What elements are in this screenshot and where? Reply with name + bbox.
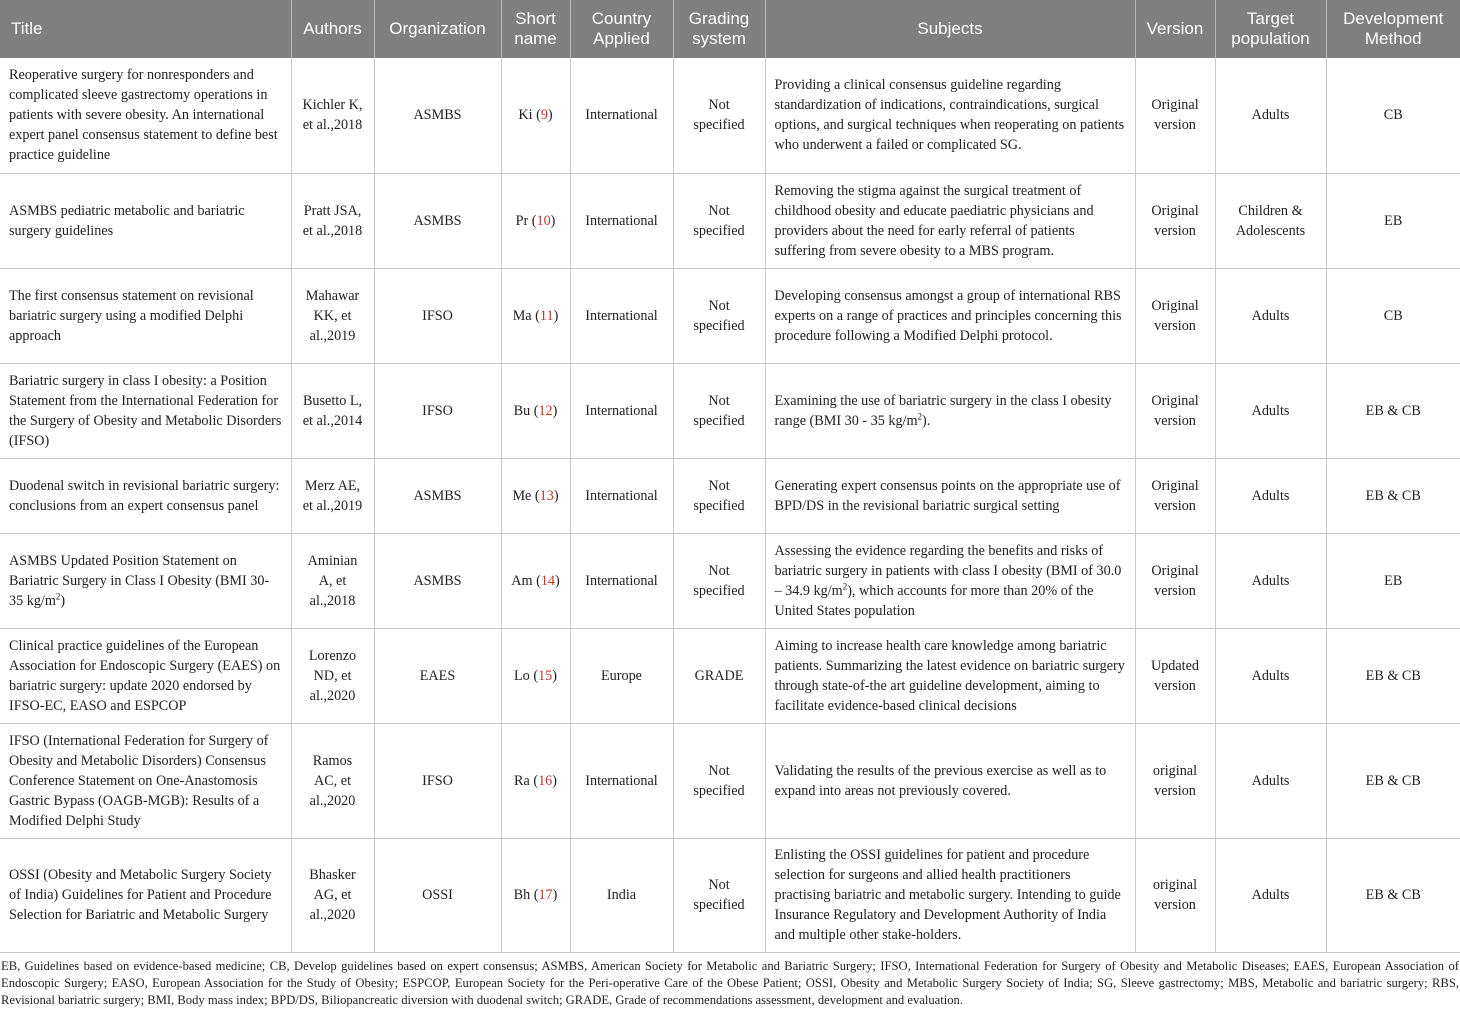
cell-short-name: Lo (15) [501, 628, 570, 723]
cell-short-name: Bh (17) [501, 838, 570, 952]
cell-version: original version [1135, 838, 1215, 952]
cell-subjects: Assessing the evidence regarding the benefits and risks of bariatric surgery in patients with class I obesity (BMI of 30.0 – 34.9 $kg/m^2$), which accounts for more than 20% of the United States population [765, 533, 1135, 628]
cell-subjects: Enlisting the OSSI guidelines for patient and procedure selection for surgeons and allied health practitioners practising bariatric and metabolic surgery. Intending to guide Insurance Regulatory and Development Authority of India and multiple other stake-holders. [765, 838, 1135, 952]
cell-country: India [570, 838, 673, 952]
cell-subjects: Developing consensus amongst a group of international RBS experts on a range of practices and principles concerning this procedure following a Modified Delphi protocol. [765, 268, 1135, 363]
cell-method: EB & CB [1326, 723, 1460, 838]
cell-authors: Kichler K, et al.,2018 [291, 58, 374, 173]
reference-link[interactable]: 12 [538, 402, 553, 419]
cell-subjects: Removing the stigma against the surgical treatment of childhood obesity and educate paediatric physicians and providers about the need for early referral of patients suffering from severe obesity to a MBS program. [765, 173, 1135, 268]
cell-short-name: Ki (9) [501, 58, 570, 173]
reference-link[interactable]: 15 [538, 667, 553, 684]
cell-short-name: Pr (10) [501, 173, 570, 268]
cell-grading: GRADE [673, 628, 765, 723]
cell-country: International [570, 723, 673, 838]
cell-target: Children & Adolescents [1215, 173, 1326, 268]
cell-short-name: Me (13) [501, 458, 570, 533]
header-row [0, 0, 1460, 58]
cell-country: International [570, 268, 673, 363]
cell-target: Adults [1215, 268, 1326, 363]
cell-organization: OSSI [374, 838, 501, 952]
cell-target: Adults [1215, 838, 1326, 952]
cell-version: Original version [1135, 58, 1215, 173]
cell-organization: ASMBS [374, 173, 501, 268]
cell-short-name: Ma (11) [501, 268, 570, 363]
cell-grading: Not specified [673, 173, 765, 268]
header-short-name: Short name [501, 0, 570, 58]
cell-country: International [570, 458, 673, 533]
cell-country: International [570, 173, 673, 268]
cell-authors: Mahawar KK, et al.,2019 [291, 268, 374, 363]
cell-organization: IFSO [374, 363, 501, 458]
cell-version: Original version [1135, 363, 1215, 458]
cell-method: EB & CB [1326, 458, 1460, 533]
reference-link[interactable]: 11 [539, 307, 554, 324]
cell-title: Bariatric surgery in class I obesity: a Position Statement from the International Federation for the Surgery of Obesity and Metabolic Disorders (IFSO) [0, 363, 291, 458]
reference-link[interactable]: 10 [536, 212, 551, 229]
cell-country: International [570, 58, 673, 173]
cell-target: Adults [1215, 458, 1326, 533]
cell-target: Adults [1215, 533, 1326, 628]
header-authors: Authors [291, 0, 374, 58]
cell-target: Adults [1215, 628, 1326, 723]
cell-method: CB [1326, 268, 1460, 363]
cell-target: Adults [1215, 363, 1326, 458]
cell-version: Original version [1135, 268, 1215, 363]
cell-title: ASMBS Updated Position Statement on Bariatric Surgery in Class I Obesity (BMI 30-35 $kg/m^2$) [0, 533, 291, 628]
cell-method: CB [1326, 58, 1460, 173]
cell-method: EB & CB [1326, 363, 1460, 458]
table-row [0, 173, 1460, 268]
cell-short-name: Am (14) [501, 533, 570, 628]
header-method: Development Method [1326, 0, 1460, 58]
cell-authors: Merz AE, et al.,2019 [291, 458, 374, 533]
table-footnote: EB, Guidelines based on evidence-based medicine; CB, Develop guidelines based on expert consensus; ASMBS, American Society for Metabolic and Bariatric Surgery; IFSO, International Federation for Surgery of Obesity and Metabolic Diseases; EAES, European Association of Endoscopic Surgery; EASO, European Association for the Study of Obesity; ESPCOP, European Society for the Peri-operative Care of the Obese Patient; OSSI, Obesity and Metabolic Surgery Society of India; SG, Sleeve gastrectomy; MBS, Metabolic and bariatric surgery; RBS, Revisional bariatric surgery; BMI, Body mass index; BPD/DS, Biliopancreatic diversion with duodenal switch; GRADE, Grade of recommendations assessment, development and evaluation. [1, 958, 1459, 1007]
table-row [0, 458, 1460, 533]
cell-version: original version [1135, 723, 1215, 838]
table-row [0, 533, 1460, 628]
cell-grading: Not specified [673, 268, 765, 363]
cell-grading: Not specified [673, 723, 765, 838]
cell-method: EB & CB [1326, 628, 1460, 723]
cell-organization: IFSO [374, 723, 501, 838]
cell-subjects: Aiming to increase health care knowledge among bariatric patients. Summarizing the latest evidence on bariatric surgery through state-of-the art guideline development, aiming to facilitate evidence-based clinical decisions [765, 628, 1135, 723]
cell-subjects: Generating expert consensus points on the appropriate use of BPD/DS in the revisional bariatric surgical setting [765, 458, 1135, 533]
cell-authors: Aminian A, et al.,2018 [291, 533, 374, 628]
cell-method: EB [1326, 173, 1460, 268]
cell-grading: Not specified [673, 533, 765, 628]
cell-version: Updated version [1135, 628, 1215, 723]
header-country: Country Applied [570, 0, 673, 58]
cell-grading: Not specified [673, 363, 765, 458]
cell-organization: EAES [374, 628, 501, 723]
cell-organization: IFSO [374, 268, 501, 363]
header-title: Title [0, 0, 291, 58]
cell-country: International [570, 363, 673, 458]
table-row [0, 363, 1460, 458]
cell-country: Europe [570, 628, 673, 723]
cell-country: International [570, 533, 673, 628]
table-row [0, 838, 1460, 952]
reference-link[interactable]: 14 [540, 572, 555, 589]
cell-title: Duodenal switch in revisional bariatric surgery: conclusions from an expert consensus panel [0, 458, 291, 533]
cell-subjects: Examining the use of bariatric surgery in the class I obesity range (BMI 30 - 35 $kg/m^2$). [765, 363, 1135, 458]
cell-short-name: Bu (12) [501, 363, 570, 458]
reference-link[interactable]: 17 [538, 887, 553, 903]
cell-target: Adults [1215, 723, 1326, 838]
header-target: Target population [1215, 0, 1326, 58]
header-organization: Organization [374, 0, 501, 58]
cell-authors: Pratt JSA, et al.,2018 [291, 173, 374, 268]
cell-title: Reoperative surgery for nonresponders and complicated sleeve gastrectomy operations in patients with severe obesity. An international expert panel consensus statement to define best practice guideline [0, 58, 291, 173]
cell-method: EB & CB [1326, 838, 1460, 952]
cell-grading: Not specified [673, 58, 765, 173]
cell-title: IFSO (International Federation for Surgery of Obesity and Metabolic Disorders) Consensus Conference Statement on One-Anastomosis Gastric Bypass (OAGB-MGB): Results of a Modified Delphi Study [0, 723, 291, 838]
cell-organization: ASMBS [374, 458, 501, 533]
cell-authors: Ramos AC, et al.,2020 [291, 723, 374, 838]
cell-grading: Not specified [673, 458, 765, 533]
cell-method: EB [1326, 533, 1460, 628]
cell-subjects: Validating the results of the previous exercise as well as to expand into areas not previously covered. [765, 723, 1135, 838]
table-row [0, 268, 1460, 363]
header-version: Version [1135, 0, 1215, 58]
cell-grading: Not specified [673, 838, 765, 952]
cell-authors: Lorenzo ND, et al.,2020 [291, 628, 374, 723]
cell-target: Adults [1215, 58, 1326, 173]
cell-organization: ASMBS [374, 533, 501, 628]
cell-title: Clinical practice guidelines of the European Association for Endoscopic Surgery (EAES) on bariatric surgery: update 2020 endorsed by IFSO-EC, EASO and ESPCOP [0, 628, 291, 723]
reference-link[interactable]: 9 [540, 107, 548, 124]
header-subjects: Subjects [765, 0, 1135, 58]
cell-title: OSSI (Obesity and Metabolic Surgery Society of India) Guidelines for Patient and Procedure Selection for Bariatric and Metabolic Surgery [0, 838, 291, 952]
reference-link[interactable]: 16 [538, 772, 553, 789]
reference-link[interactable]: 13 [539, 487, 554, 504]
table-row [0, 58, 1460, 173]
cell-organization: ASMBS [374, 58, 501, 173]
cell-short-name: Ra (16) [501, 723, 570, 838]
table-row [0, 723, 1460, 838]
cell-version: Original version [1135, 173, 1215, 268]
cell-authors: Bhasker AG, et al.,2020 [291, 838, 374, 952]
header-grading: Grading system [673, 0, 765, 58]
table-row [0, 628, 1460, 723]
cell-version: Original version [1135, 533, 1215, 628]
cell-authors: Busetto L, et al.,2014 [291, 363, 374, 458]
cell-subjects: Providing a clinical consensus guideline regarding standardization of indications, contraindications, surgical options, and surgical techniques when reoperating on patients who underwent a failed or complicated SG. [765, 58, 1135, 173]
cell-title: ASMBS pediatric metabolic and bariatric surgery guidelines [0, 173, 291, 268]
cell-title: The first consensus statement on revisional bariatric surgery using a modified Delphi approach [0, 268, 291, 363]
cell-version: Original version [1135, 458, 1215, 533]
